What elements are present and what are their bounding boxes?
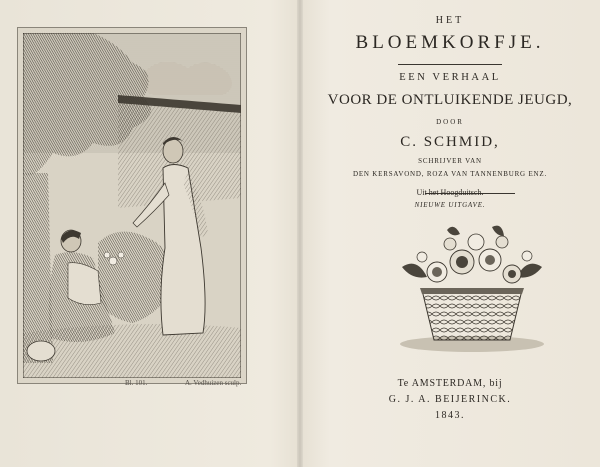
publisher-name: G. J. A. BEIJERINCK.: [388, 394, 512, 405]
publication-year: 1843.: [435, 410, 465, 421]
engraver-credit: A. Vedhuizen sculp.: [185, 379, 242, 387]
engraving-illustration: [23, 33, 241, 378]
author-description-1: SCHRIJVER VAN: [418, 157, 482, 165]
title-article: HET: [435, 15, 465, 26]
by-line: DOOR: [436, 118, 464, 126]
edition-note: NIEUWE UITGAVE.: [414, 201, 486, 209]
translation-note: Uit het Hoogduitsch.: [416, 188, 484, 197]
book-title: BLOEMKORFJE.: [355, 32, 545, 53]
frontispiece-plate: [17, 27, 247, 384]
author-name: C. SCHMID,: [400, 134, 500, 150]
plate-number: Bl. 101.: [125, 379, 148, 387]
title-rule: [398, 64, 502, 65]
author-description-2: DEN KERSAVOND, ROZA VAN TANNENBURG ENZ.: [352, 170, 548, 178]
subtitle-line-1: EEN VERHAAL: [399, 72, 501, 83]
subtitle-line-2: VOOR DE ONTLUIKENDE JEUGD,: [327, 92, 573, 108]
publication-place: Te AMSTERDAM, bij: [397, 378, 503, 389]
flower-basket-vignette: [392, 222, 552, 357]
